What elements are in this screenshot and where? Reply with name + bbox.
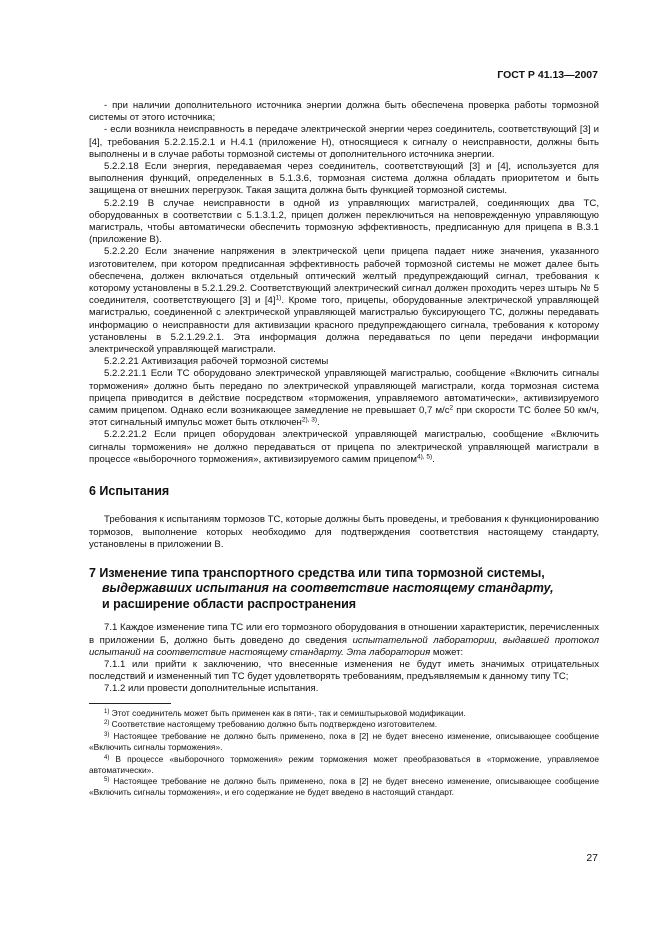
section-6-text: Требования к испытаниям тормозов ТС, которые должны быть проведены, и требования к функционированию тормозов, выполнение которых необходимо для подтверждения соответствия настоящему стандарту, установлены в приложении В. [89, 514, 599, 550]
document-header: ГОСТ Р 41.13—2007 [497, 69, 598, 81]
paragraph-7-1-2: 7.1.2 или провести дополнительные испытания. [104, 683, 319, 695]
footnote-divider [89, 703, 171, 704]
footnote-ref: 2), 3) [301, 416, 318, 424]
footnote-5: $^{5)}$ Настоящее требование не должно быть применено, пока в [2] не будет внесено изменение, описывающее сообщение «Включить сигналы торможения», и его содержание не будет введено в настоящий стандарт. [89, 776, 599, 798]
paragraph-additional-source: - при наличии дополнительного источника энергии должна быть обеспечена проверка работы тормозной системы от этого источника; [89, 100, 599, 124]
paragraph-7-1: 7.1 Каждое изменение типа ТС или его тормозного оборудования в отношении характеристик, перечисленных в приложении Б, должно быть доведено до сведения испытательной лаборатории, выдавшей протокол испытаний на соответствие настоящему стандарту. Эта лаборатория может: [89, 622, 600, 658]
document-body [89, 100, 599, 798]
footnote-3: $^{3)}$ Настоящее требование не должно быть применено, пока в [2] не будет внесено изменение, описывающее сообщение «Включить сигналы торможения». [89, 731, 599, 753]
footnote-1: $^{1)}$ Этот соединитель может быть применен как в пяти-, так и семиштырьковой модификации. [104, 707, 466, 718]
section-6-title: 6 Испытания [89, 484, 170, 499]
paragraph-5-2-2-21: 5.2.2.21 Активизация рабочей тормозной системы [104, 356, 329, 368]
paragraph-connector-fault: - если возникла неисправность в передаче электрической энергии через соединитель, соответствующий [3] и [4], требования 5.2.2.15.2.1 и Н.4.1 (приложение Н), относящиеся к сигналу о неисправности, должны быть выполнены и в случае работы тормозной системы от дополнительного источника энергии. [89, 124, 599, 160]
footnote-4: $^{4)}$ В процессе «выборочного торможения» режим торможения может преобразоваться в «торможение, управляемое автоматически». [89, 753, 599, 775]
footnotes [89, 707, 599, 798]
footnote-2: $^{2)}$ Соответствие настоящему требованию должно быть подтверждено изготовителем. [104, 719, 438, 730]
paragraph-7-1-1: 7.1.1 или прийти к заключению, что внесенные изменения не будут иметь значимых отрицательных последствий и измененный тип ТС будет удовлетворять требованиям, предъявляемым к данному типу ТС; [89, 659, 599, 683]
paragraph-5-2-2-19: 5.2.2.19 В случае неисправности в одной из управляющих магистралей, соединяющих два ТС, оборудованных в соответствии с 5.1.3.1.2, прицеп должен переключиться на неповрежденную управляющую магистраль, чтобы автоматически обеспечить тормозную эффективность, предписанную для прицепа в В.3.1 (приложение В). [89, 197, 599, 246]
paragraph-5-2-2-20: 5.2.2.20 Если значение напряжения в электрической цепи прицепа падает ниже значения, указанного изготовителем, при котором предписанная эффективность рабочей тормозной системы не может далее быть обеспечена, должен включаться отдельный оптический желтый предупреждающий сигнал, требования к которому установлены в 5.2.1.29.2. Соответствующий электрический сигнал должен проходить через штырь № 5 соединителя, соответствующего [3] и $[4]^{1)}$. Кроме того, прицепы, оборудованные электрической управляющей магистралью, соединенной с электрической управляющей магистралью буксирующего ТС, должны передавать информацию о неисправности для активизации красного предупреждающего сигнала, требования к которому установлены в 5.2.1.29.2.1. Эта информация должна передаваться по цепи передачи информации электрической управляющей магистрали. [89, 246, 599, 356]
footnote-ref: 1) [275, 294, 282, 302]
paragraph-5-2-2-21-1: 5.2.2.21.1 Если ТС оборудовано электрической управляющей магистралью, сообщение «Включить сигналы торможения» должно быть передано по электрической управляющей магистрали, когда тормозная система прицепа приводится в действие посредством «торможения, управляемого автоматически», активизируемого самим прицепом. Однако если возникающее замедление не превышает 0,7 $м/с^2$ при скорости ТС более 50 км/ч, этот сигнальный импульс может быть отключен$^{2), 3)}$. [89, 368, 599, 429]
footnote-ref: 4), 5) [416, 453, 433, 461]
section-7-title: 7 Изменение типа транспортного средства или типа тормозной системы, выдержавших испытания на соответствие настоящему стандарту, и расширение области распространения [89, 565, 554, 611]
paragraph-5-2-2-18: 5.2.2.18 Если энергия, передаваемая через соединитель, соответствующий [3] и [4], используется для выполнения функций, определенных в 5.1.3.6, тормозная система должна обладать приоритетом и быть защищена от внешних перегрузок. Такая защита должна быть функцией тормозной системы. [89, 161, 599, 197]
page-number: 27 [586, 852, 598, 864]
paragraph-5-2-2-21-2: 5.2.2.21.2 Если прицеп оборудован электрической управляющей магистралью, сообщение «Включить сигналы торможения» не должно передаваться от прицепа по электрической управляющей магистрали в процессе «выборочного торможения», активизируемого самим прицепом$^{4), 5)}$. [89, 429, 599, 465]
